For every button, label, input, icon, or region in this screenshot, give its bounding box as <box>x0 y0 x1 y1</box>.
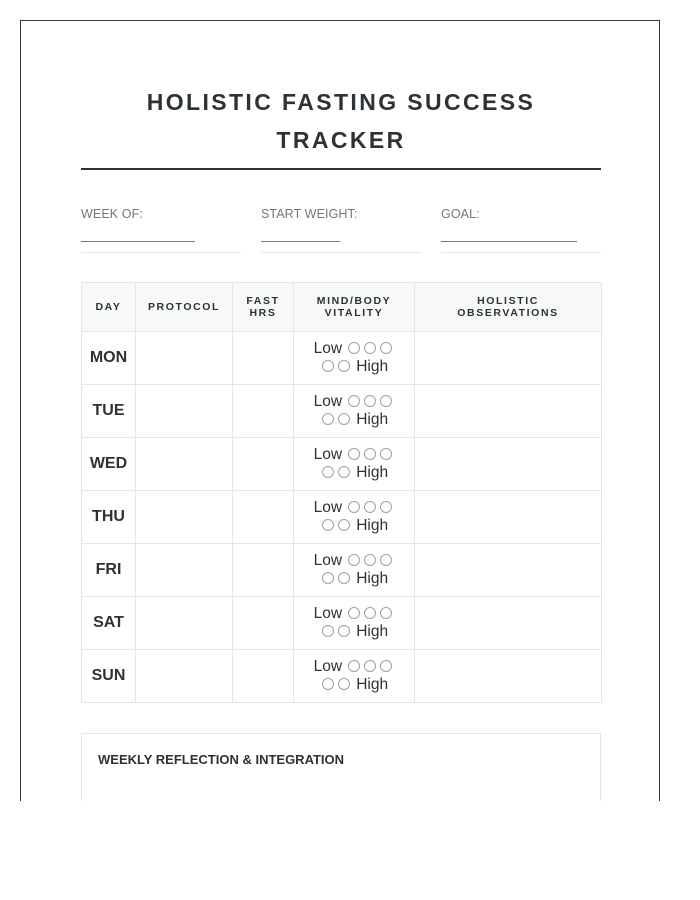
scale-high-label: High <box>356 623 389 640</box>
rating-circle-1[interactable] <box>348 607 360 619</box>
observations-cell[interactable] <box>415 438 602 491</box>
rating-circle-4[interactable] <box>322 625 334 637</box>
protocol-cell[interactable] <box>136 332 233 385</box>
fast-hrs-cell[interactable] <box>233 544 294 597</box>
vitality-scale <box>294 491 415 544</box>
day-label: TUE <box>82 385 136 438</box>
week-of-label: WEEK OF: <box>81 207 143 221</box>
title-divider <box>81 168 601 170</box>
rating-circle-1[interactable] <box>348 660 360 672</box>
scale-low-label: Low <box>313 552 343 569</box>
fast-hrs-cell[interactable] <box>233 491 294 544</box>
rating-circle-5[interactable] <box>338 572 350 584</box>
rating-circle-3[interactable] <box>380 342 392 354</box>
scale-high-label: High <box>356 411 389 428</box>
rating-circle-4[interactable] <box>322 678 334 690</box>
week-of-field[interactable] <box>81 207 241 253</box>
observations-cell[interactable] <box>415 597 602 650</box>
goal-label: GOAL: <box>441 207 480 221</box>
weekly-tracker-table <box>81 282 602 703</box>
rating-circle-5[interactable] <box>338 625 350 637</box>
table-row <box>82 491 602 544</box>
fast-hrs-cell[interactable] <box>233 385 294 438</box>
scale-low-label: Low <box>313 658 343 675</box>
table-row <box>82 544 602 597</box>
table-row <box>82 597 602 650</box>
scale-low-label: Low <box>313 605 343 622</box>
fast-hrs-cell[interactable] <box>233 597 294 650</box>
tracker-sheet <box>20 20 660 801</box>
header-observations: HOLISTIC OBSERVATIONS <box>415 283 602 332</box>
rating-circle-2[interactable] <box>364 501 376 513</box>
scale-low-label: Low <box>313 340 343 357</box>
rating-circle-5[interactable] <box>338 360 350 372</box>
rating-circle-1[interactable] <box>348 554 360 566</box>
observations-cell[interactable] <box>415 332 602 385</box>
goal-field[interactable] <box>441 207 601 253</box>
rating-circle-1[interactable] <box>348 342 360 354</box>
day-label: SUN <box>82 650 136 703</box>
vitality-scale <box>294 650 415 703</box>
rating-circle-4[interactable] <box>322 360 334 372</box>
protocol-cell[interactable] <box>136 438 233 491</box>
rating-circle-4[interactable] <box>322 572 334 584</box>
fast-hrs-cell[interactable] <box>233 650 294 703</box>
day-label: FRI <box>82 544 136 597</box>
rating-circle-2[interactable] <box>364 554 376 566</box>
rating-circle-3[interactable] <box>380 501 392 513</box>
day-label: WED <box>82 438 136 491</box>
rating-circle-5[interactable] <box>338 519 350 531</box>
scale-high-label: High <box>356 358 389 375</box>
protocol-cell[interactable] <box>136 544 233 597</box>
rating-circle-4[interactable] <box>322 466 334 478</box>
observations-cell[interactable] <box>415 544 602 597</box>
table-header-row <box>82 283 602 332</box>
scale-low-label: Low <box>313 446 343 463</box>
rating-circle-4[interactable] <box>322 519 334 531</box>
rating-circle-3[interactable] <box>380 607 392 619</box>
fast-hrs-cell[interactable] <box>233 438 294 491</box>
scale-high-label: High <box>356 517 389 534</box>
weekly-reflection-box[interactable] <box>81 733 601 801</box>
rating-circle-1[interactable] <box>348 448 360 460</box>
rating-circle-5[interactable] <box>338 466 350 478</box>
vitality-scale <box>294 385 415 438</box>
table-row <box>82 332 602 385</box>
page-title: HOLISTIC FASTING SUCCESS TRACKER <box>146 89 536 153</box>
protocol-cell[interactable] <box>136 491 233 544</box>
protocol-cell[interactable] <box>136 385 233 438</box>
header-day: DAY <box>82 283 136 332</box>
table-row <box>82 438 602 491</box>
scale-low-label: Low <box>313 499 343 516</box>
day-label: SAT <box>82 597 136 650</box>
table-row <box>82 650 602 703</box>
start-weight-label: START WEIGHT: <box>261 207 358 221</box>
rating-circle-2[interactable] <box>364 607 376 619</box>
rating-circle-3[interactable] <box>380 554 392 566</box>
rating-circle-4[interactable] <box>322 413 334 425</box>
rating-circle-3[interactable] <box>380 395 392 407</box>
rating-circle-3[interactable] <box>380 448 392 460</box>
rating-circle-5[interactable] <box>338 678 350 690</box>
header-protocol: PROTOCOL <box>136 283 233 332</box>
day-label: MON <box>82 332 136 385</box>
header-vitality: MIND/BODY VITALITY <box>294 283 415 332</box>
table-row <box>82 385 602 438</box>
rating-circle-1[interactable] <box>348 395 360 407</box>
fast-hrs-cell[interactable] <box>233 332 294 385</box>
rating-circle-2[interactable] <box>364 448 376 460</box>
reflection-title: WEEKLY REFLECTION & INTEGRATION <box>98 752 345 767</box>
rating-circle-2[interactable] <box>364 342 376 354</box>
rating-circle-2[interactable] <box>364 660 376 672</box>
rating-circle-5[interactable] <box>338 413 350 425</box>
header-fast-hrs: FAST HRS <box>233 283 294 332</box>
observations-cell[interactable] <box>415 650 602 703</box>
vitality-scale <box>294 438 415 491</box>
vitality-scale <box>294 332 415 385</box>
start-weight-underline <box>261 241 340 242</box>
observations-cell[interactable] <box>415 491 602 544</box>
rating-circle-1[interactable] <box>348 501 360 513</box>
rating-circle-3[interactable] <box>380 660 392 672</box>
start-weight-field[interactable] <box>261 207 421 253</box>
protocol-cell[interactable] <box>136 650 233 703</box>
vitality-scale <box>294 597 415 650</box>
scale-high-label: High <box>356 464 389 481</box>
scale-high-label: High <box>356 570 389 587</box>
goal-underline <box>441 241 577 242</box>
week-of-underline <box>81 241 195 242</box>
protocol-cell[interactable] <box>136 597 233 650</box>
rating-circle-2[interactable] <box>364 395 376 407</box>
scale-low-label: Low <box>313 393 343 410</box>
vitality-scale <box>294 544 415 597</box>
observations-cell[interactable] <box>415 385 602 438</box>
scale-high-label: High <box>356 676 389 693</box>
day-label: THU <box>82 491 136 544</box>
